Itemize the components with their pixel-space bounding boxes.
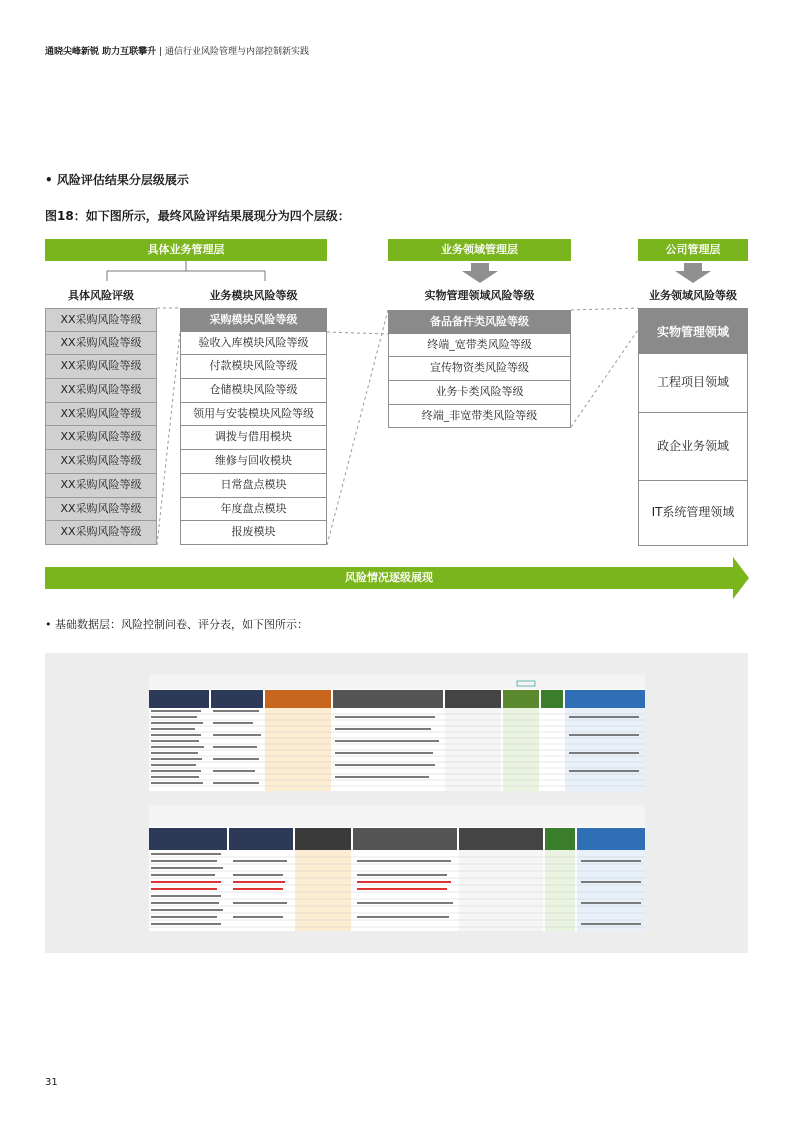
- list-item: IT系统管理领域: [638, 481, 748, 546]
- col-head-module-rating: 业务模块风险等级: [209, 289, 298, 302]
- page-number: 31: [45, 1077, 58, 1088]
- spreadsheet-screenshot-area: [45, 653, 748, 953]
- list-item: XX采购风险等级: [45, 498, 157, 522]
- down-arrow-icon: [675, 263, 711, 283]
- list-item: 年度盘点模块: [180, 498, 327, 522]
- list-item: XX采购风险等级: [45, 450, 157, 474]
- bar-domain-layer: 业务领域管理层: [388, 239, 571, 261]
- col-head-biz-domain: 业务领域风险等级: [649, 289, 737, 302]
- list-item: 报废模块: [180, 521, 327, 545]
- list-item: 终端_非宽带类风险等级: [388, 405, 571, 429]
- list-item: XX采购风险等级: [45, 521, 157, 545]
- list-item: 业务卡类风险等级: [388, 381, 571, 405]
- company-domain-list: [638, 308, 748, 546]
- specific-rating-list: [45, 308, 157, 545]
- list-item: XX采购风险等级: [45, 308, 157, 332]
- bar-specific-layer: 具体业务管理层: [45, 239, 327, 261]
- running-header: [45, 44, 309, 57]
- list-item-header: 实物管理领域: [638, 308, 748, 354]
- bracket-connector: [45, 261, 327, 283]
- list-item: 验收入库模块风险等级: [180, 332, 327, 356]
- list-item: XX采购风险等级: [45, 426, 157, 450]
- list-item: 工程项目领域: [638, 354, 748, 413]
- list-item: 政企业务领域: [638, 413, 748, 481]
- header-subtitle: 通信行业风险管理与内部控制新实践: [164, 47, 309, 57]
- list-item: XX采购风险等级: [45, 379, 157, 403]
- list-item: XX采购风险等级: [45, 332, 157, 356]
- list-item: 日常盘点模块: [180, 474, 327, 498]
- col-head-physical-domain: 实物管理领域风险等级: [424, 289, 535, 302]
- list-item: 调拨与借用模块: [180, 426, 327, 450]
- header-title: 通晓尖峰新锐 助力互联攀升: [45, 47, 157, 57]
- list-item: XX采购风险等级: [45, 403, 157, 427]
- figure-caption: 图18：如下图所示，最终风险评结果展现分为四个层级：: [45, 209, 350, 223]
- basic-data-bullet: • 基础数据层：风险控制问卷、评分表，如下图所示：: [45, 618, 308, 631]
- spreadsheet-thumbnail: [149, 675, 645, 791]
- domain-rating-list: [388, 310, 571, 428]
- list-item: XX采购风险等级: [45, 474, 157, 498]
- progress-label: 风险情况逐级展现: [345, 571, 433, 584]
- col-head-specific-rating: 具体风险评级: [68, 289, 134, 302]
- module-rating-list: [180, 308, 327, 545]
- list-item: XX采购风险等级: [45, 355, 157, 379]
- list-item: 领用与安装模块风险等级: [180, 403, 327, 427]
- bar-company-layer: 公司管理层: [638, 239, 748, 261]
- list-item: 终端_宽带类风险等级: [388, 334, 571, 358]
- header-separator: |: [159, 47, 163, 57]
- list-item-header: 采购模块风险等级: [180, 308, 327, 332]
- list-item: 仓储模块风险等级: [180, 379, 327, 403]
- list-item: 付款模块风险等级: [180, 355, 327, 379]
- list-item: 宣传物资类风险等级: [388, 357, 571, 381]
- spreadsheet-thumbnails: [45, 653, 748, 953]
- list-item: 维修与回收模块: [180, 450, 327, 474]
- section-title: • 风险评估结果分层级展示: [45, 173, 189, 187]
- down-arrow-icon: [462, 263, 498, 283]
- spreadsheet-thumbnail: [149, 805, 645, 931]
- list-item-header: 备品备件类风险等级: [388, 310, 571, 334]
